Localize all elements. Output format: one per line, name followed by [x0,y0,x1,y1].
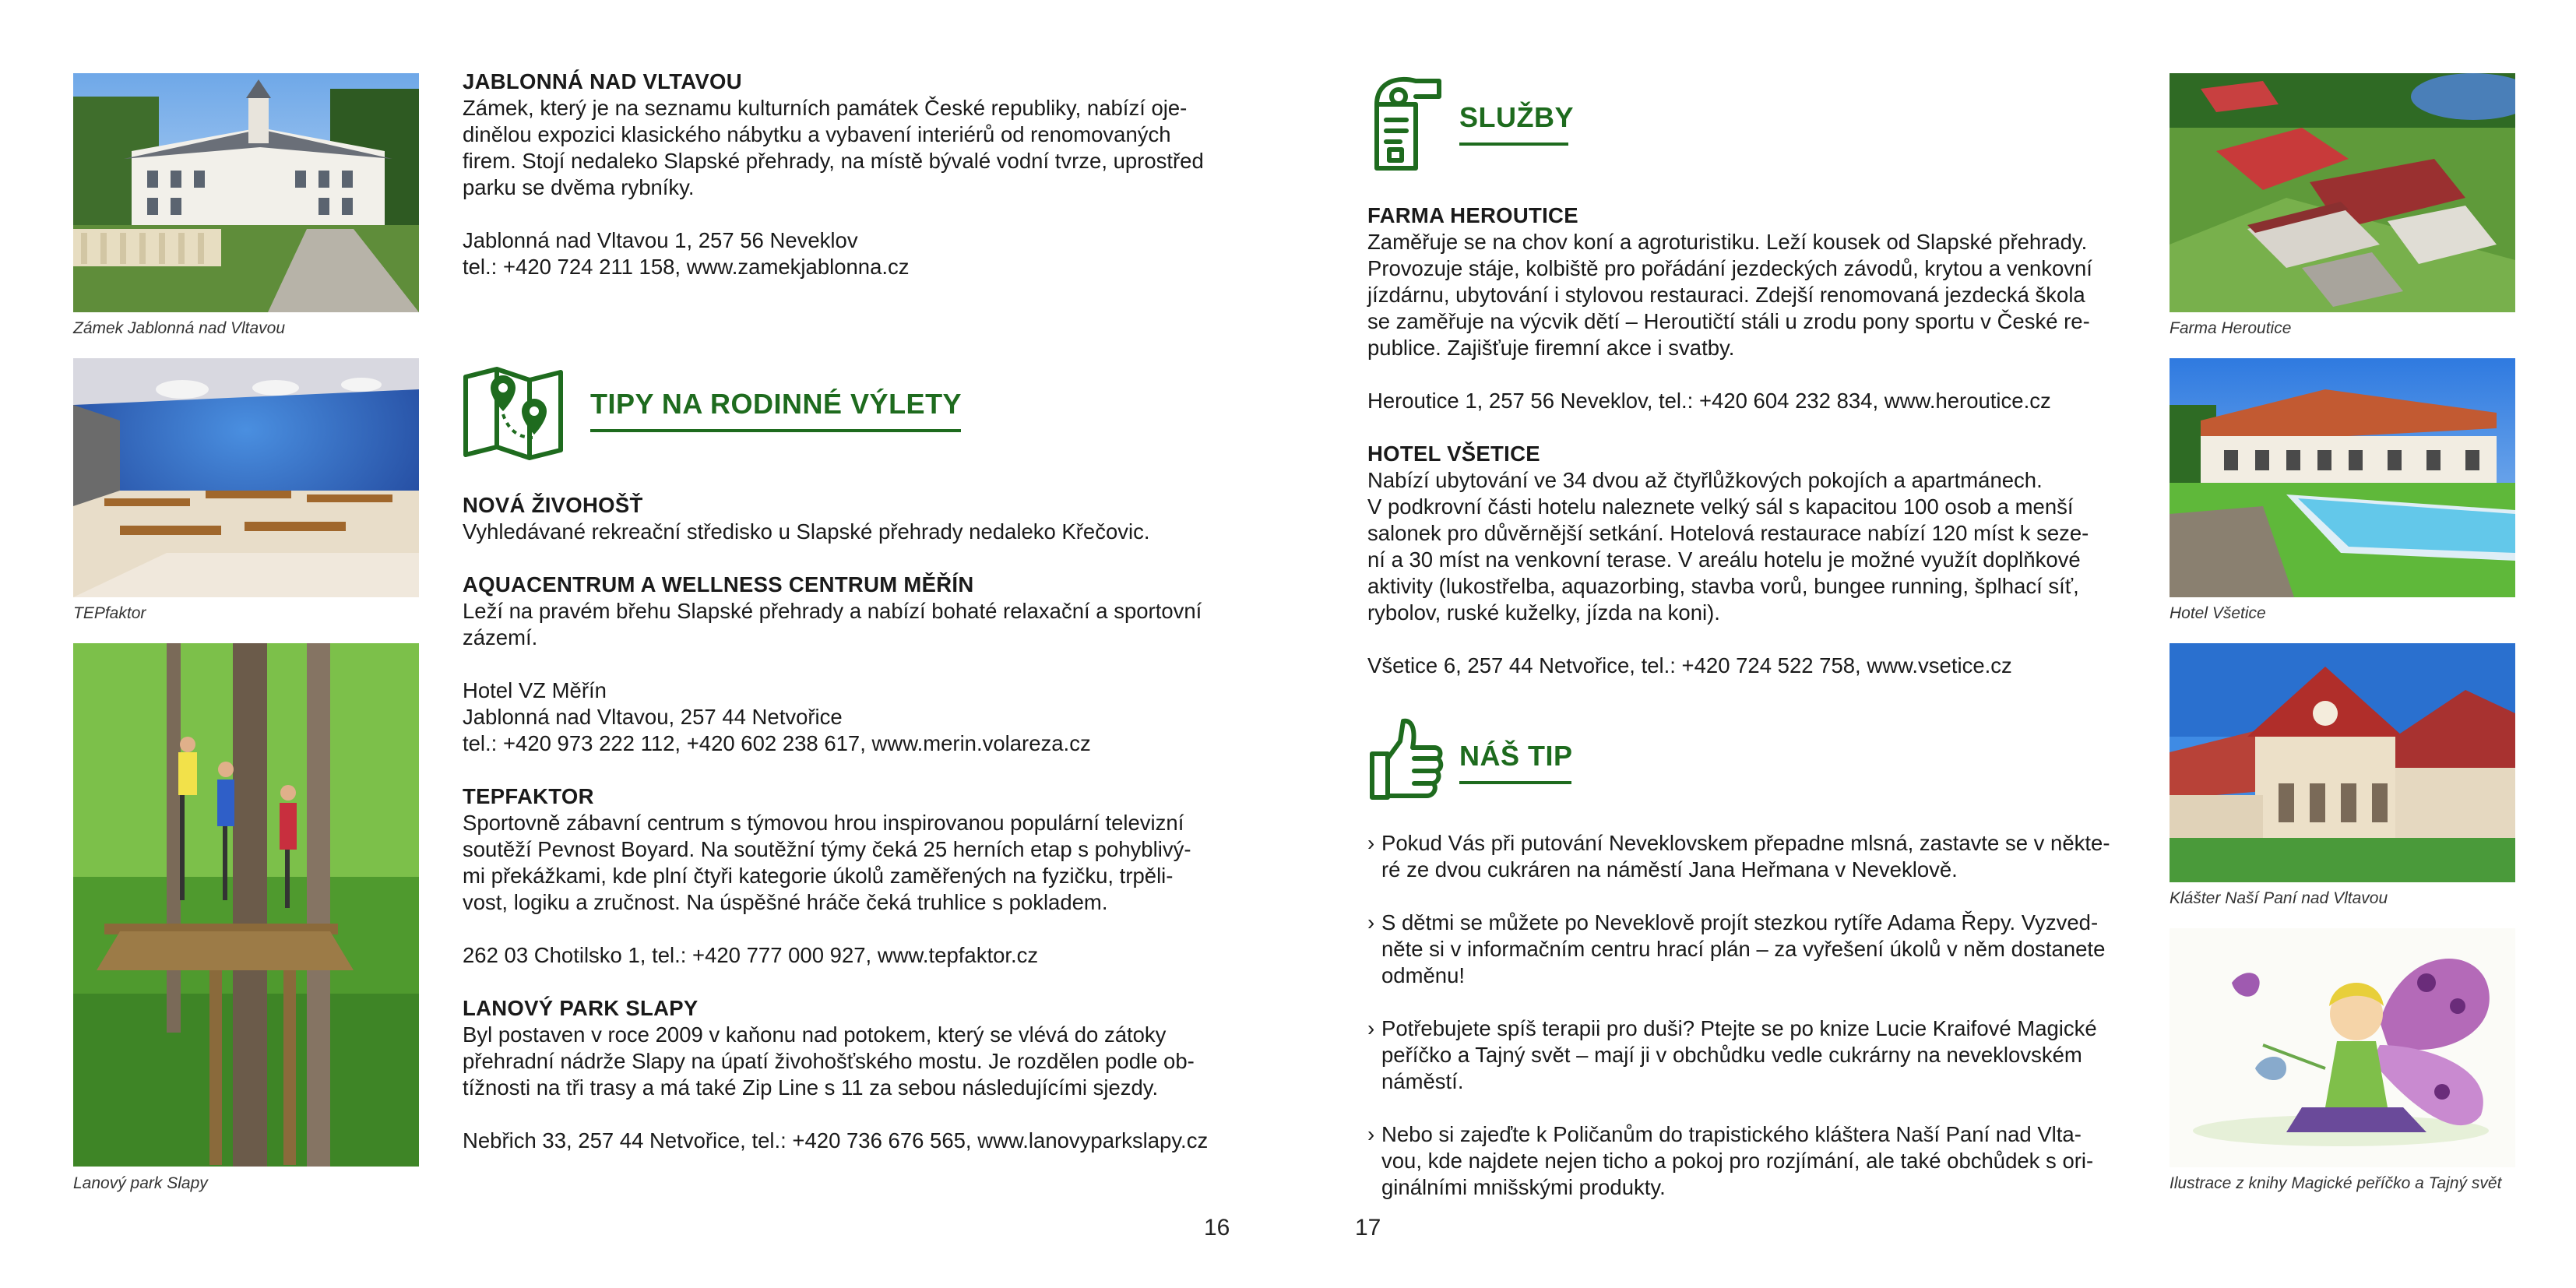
photo-klaster [2170,643,2515,882]
contact-line: tel.: +420 724 211 158, www.zamekjablonna.cz [463,255,910,279]
caption-hotel: Hotel Všetice [2170,604,2266,622]
text-line: Zámek, který je na seznamu kulturních památek České republiky, nabízí oje- [463,96,1188,120]
address-line: Jablonná nad Vltavou 1, 257 56 Neveklov [463,228,858,252]
tip-line: ginálními mnišskými produkty. [1381,1175,1666,1199]
heading-hotel-vsetice: HOTEL VŠETICE [1367,442,1540,466]
door-hanger-icon [1367,73,1445,174]
contact-line: tel.: +420 973 222 112, +420 602 238 617, www.merin.volareza.cz [463,731,1091,755]
tip-line: náměstí. [1381,1069,1464,1093]
photo-lanovy-park [73,643,419,1167]
text-line: vost, logiku a zručnost. Na úspěšné hráče čeká truhlice s pokladem. [463,890,1108,914]
text-line: dinělou expozici klasického nábytku a vybavení interiérů od renomovaných [463,122,1171,146]
text-line: se zaměřuje na výcvik dětí – Heroutičtí stáli u zrodu pony sportu v České re- [1367,309,2090,333]
address-line: Hotel VZ Měřín [463,678,607,702]
text-line: publice. Zajišťuje firemní akce i svatby. [1367,336,1735,360]
tip-line: odměnu! [1381,963,1466,987]
contact-line: Heroutice 1, 257 56 Neveklov, tel.: +420 604 232 834, www.heroutice.cz [1367,389,2051,413]
caption-farma: Farma Heroutice [2170,319,2292,337]
section-underline [590,429,961,432]
text-line: Vyhledávané rekreační středisko u Slapské přehrady nedaleko Křečovic. [463,519,1150,544]
list-item [1367,830,2127,883]
text-line: Provozuje stáje, kolbiště pro pořádání jezdeckých závodů, krytou a venkovní [1367,256,2092,280]
tip-bullet: › [1367,1016,1375,1040]
text-line: Byl postaven v roce 2009 v kaňonu nad potokem, který se vlévá do zátoky [463,1022,1167,1047]
tip-line: vou, kde najdete nejen ticho a pokoj pro rozjímání, ale také obchůdek s ori- [1381,1149,2094,1173]
text-line: firem. Stojí nedaleko Slapské přehrady, na místě bývalé vodní tvrze, uprostřed [463,149,1204,173]
address-line: Jablonná nad Vltavou, 257 44 Netvořice [463,705,843,729]
text-line: mi překážkami, kde plní čtyři kategorie úkolů zaměřených na fyzičku, trpěli- [463,864,1174,888]
photo-hotel-vsetice [2170,358,2515,597]
trips-list [463,492,1223,1154]
tip-line: › Pokud Vás při putování Neveklovskem přepadne mlsná, zastavte se v někte- [1367,831,2110,855]
page-number-left: 16 [1204,1215,1230,1240]
text-line: ní a 30 míst na venkovní terase. V areálu hotelu je možné využít doplňkové [1367,547,2081,572]
list-item [1367,910,2127,989]
tip-bullet: › [1367,1122,1375,1146]
photo-tepfaktor [73,358,419,597]
tip-line: › S dětmi se můžete po Neveklově projít stezkou rytíře Adama Řepy. Vyzved- [1367,910,2099,934]
caption-tepfaktor: TEPfaktor [73,604,146,622]
contact-line: Všetice 6, 257 44 Netvořice, tel.: +420 724 522 758, www.vsetice.cz [1367,653,2012,677]
heading-aquacentrum: AQUACENTRUM A WELLNESS CENTRUM MĚŘÍN [463,572,974,596]
caption-lanovy-park: Lanový park Slapy [73,1174,208,1192]
heading-lanovy-park: LANOVÝ PARK SLAPY [463,996,699,1020]
text-line: Sportovně zábavní centrum s týmovou hrou inspirovanou populární televizní [463,811,1184,835]
list-item [1367,1121,2127,1201]
tip-bullet: › [1367,910,1375,934]
map-pin-icon [463,366,564,461]
text-line: salonek pro důvěrnější setkání. Hotelová restaurace nabízí 120 míst k seze- [1367,521,2089,545]
photo-zamek-jablonna [73,73,419,312]
heading-tepfaktor: TEPFAKTOR [463,784,594,808]
text-line: V podkrovní části hotelu naleznete velký sál s kapacitou 100 osob a menší [1367,494,2074,519]
section-title-tipy: TIPY NA RODINNÉ VÝLETY [590,388,962,420]
heading-nova-zivohost: NOVÁ ŽIVOHOŠŤ [463,493,643,517]
thumbs-up-icon [1367,715,1445,802]
contact-line: 262 03 Chotilsko 1, tel.: +420 777 000 927, www.tepfaktor.cz [463,943,1039,967]
text-line: tížnosti na tři trasy a má také Zip Line s 11 za sebou následujícími sjezdy. [463,1075,1159,1100]
caption-ilustrace: Ilustrace z knihy Magické peříčko a Tajný svět [2170,1174,2502,1192]
text-line: jízdárnu, ubytování i stylovou restauraci. Zdejší renomovaná jezdecká škola [1367,283,2085,307]
section-title-sluzby: SLUŽBY [1459,101,1574,133]
text-line: parku se dvěma rybníky. [463,175,695,199]
text-line: zázemí. [463,625,538,649]
page-number-right: 17 [1355,1215,1381,1240]
contact-line: Nebřich 33, 257 44 Netvořice, tel.: +420 736 676 565, www.lanovyparkslapy.cz [463,1128,1209,1153]
text-line: soutěží Pevnost Boyard. Na soutěžní týmy čeká 25 herních etap s pohyblivý- [463,837,1191,861]
text-line: aktivity (lukostřelba, aquazorbing, stavba vorů, bungee running, šplhací síť, [1367,574,2079,598]
tip-line: peříčko a Tajný svět – mají ji v obchůdku vedle cukrárny na neveklovském [1381,1043,2082,1067]
caption-klaster: Klášter Naší Paní nad Vltavou [2170,889,2388,907]
text-line: Nabízí ubytování ve 34 dvou až čtyřlůžkových pokojích a apartmánech. [1367,468,2043,492]
tip-bullet: › [1367,831,1375,855]
section-title-nas-tip: NÁŠ TIP [1459,740,1573,772]
text-line: rybolov, ruské kuželky, jízda na koni). [1367,600,1720,625]
photo-ilustrace [2170,928,2515,1167]
tip-line: › Nebo si zajeďte k Poličanům do trapistického kláštera Naší Paní nad Vlta- [1367,1122,2082,1146]
tip-line: něte si v informačním centru hrací plán – za vyřešení úkolů v něm dostanete [1381,937,2106,961]
tip-line: › Potřebujete spíš terapii pro duši? Ptejte se po knize Lucie Kraifové Magické [1367,1016,2097,1040]
heading-farma-heroutice: FARMA HEROUTICE [1367,203,1578,227]
list-item [1367,1015,2127,1095]
caption-zamek: Zámek Jablonná nad Vltavou [73,319,286,337]
text-line: Zaměřuje se na chov koní a agroturistiku. Leží kousek od Slapské přehrady. [1367,230,2088,254]
photo-farma-heroutice [2170,73,2515,312]
section-underline [1459,781,1571,784]
text-line: přehradní nádrže Slapy na úpatí živohošťského mostu. Je rozdělen podle ob- [463,1049,1195,1073]
section-underline [1459,143,1568,146]
text-line: Leží na pravém břehu Slapské přehrady a nabízí bohaté relaxační a sportovní [463,599,1202,623]
heading-jablonna: JABLONNÁ NAD VLTAVOU [463,69,742,93]
intro-jablonna [463,69,1223,280]
services-list [1367,202,2127,679]
tip-line: ré ze dvou cukráren na náměstí Jana Heřmana v Neveklově. [1381,857,1958,882]
tips-list [1367,830,2127,1201]
